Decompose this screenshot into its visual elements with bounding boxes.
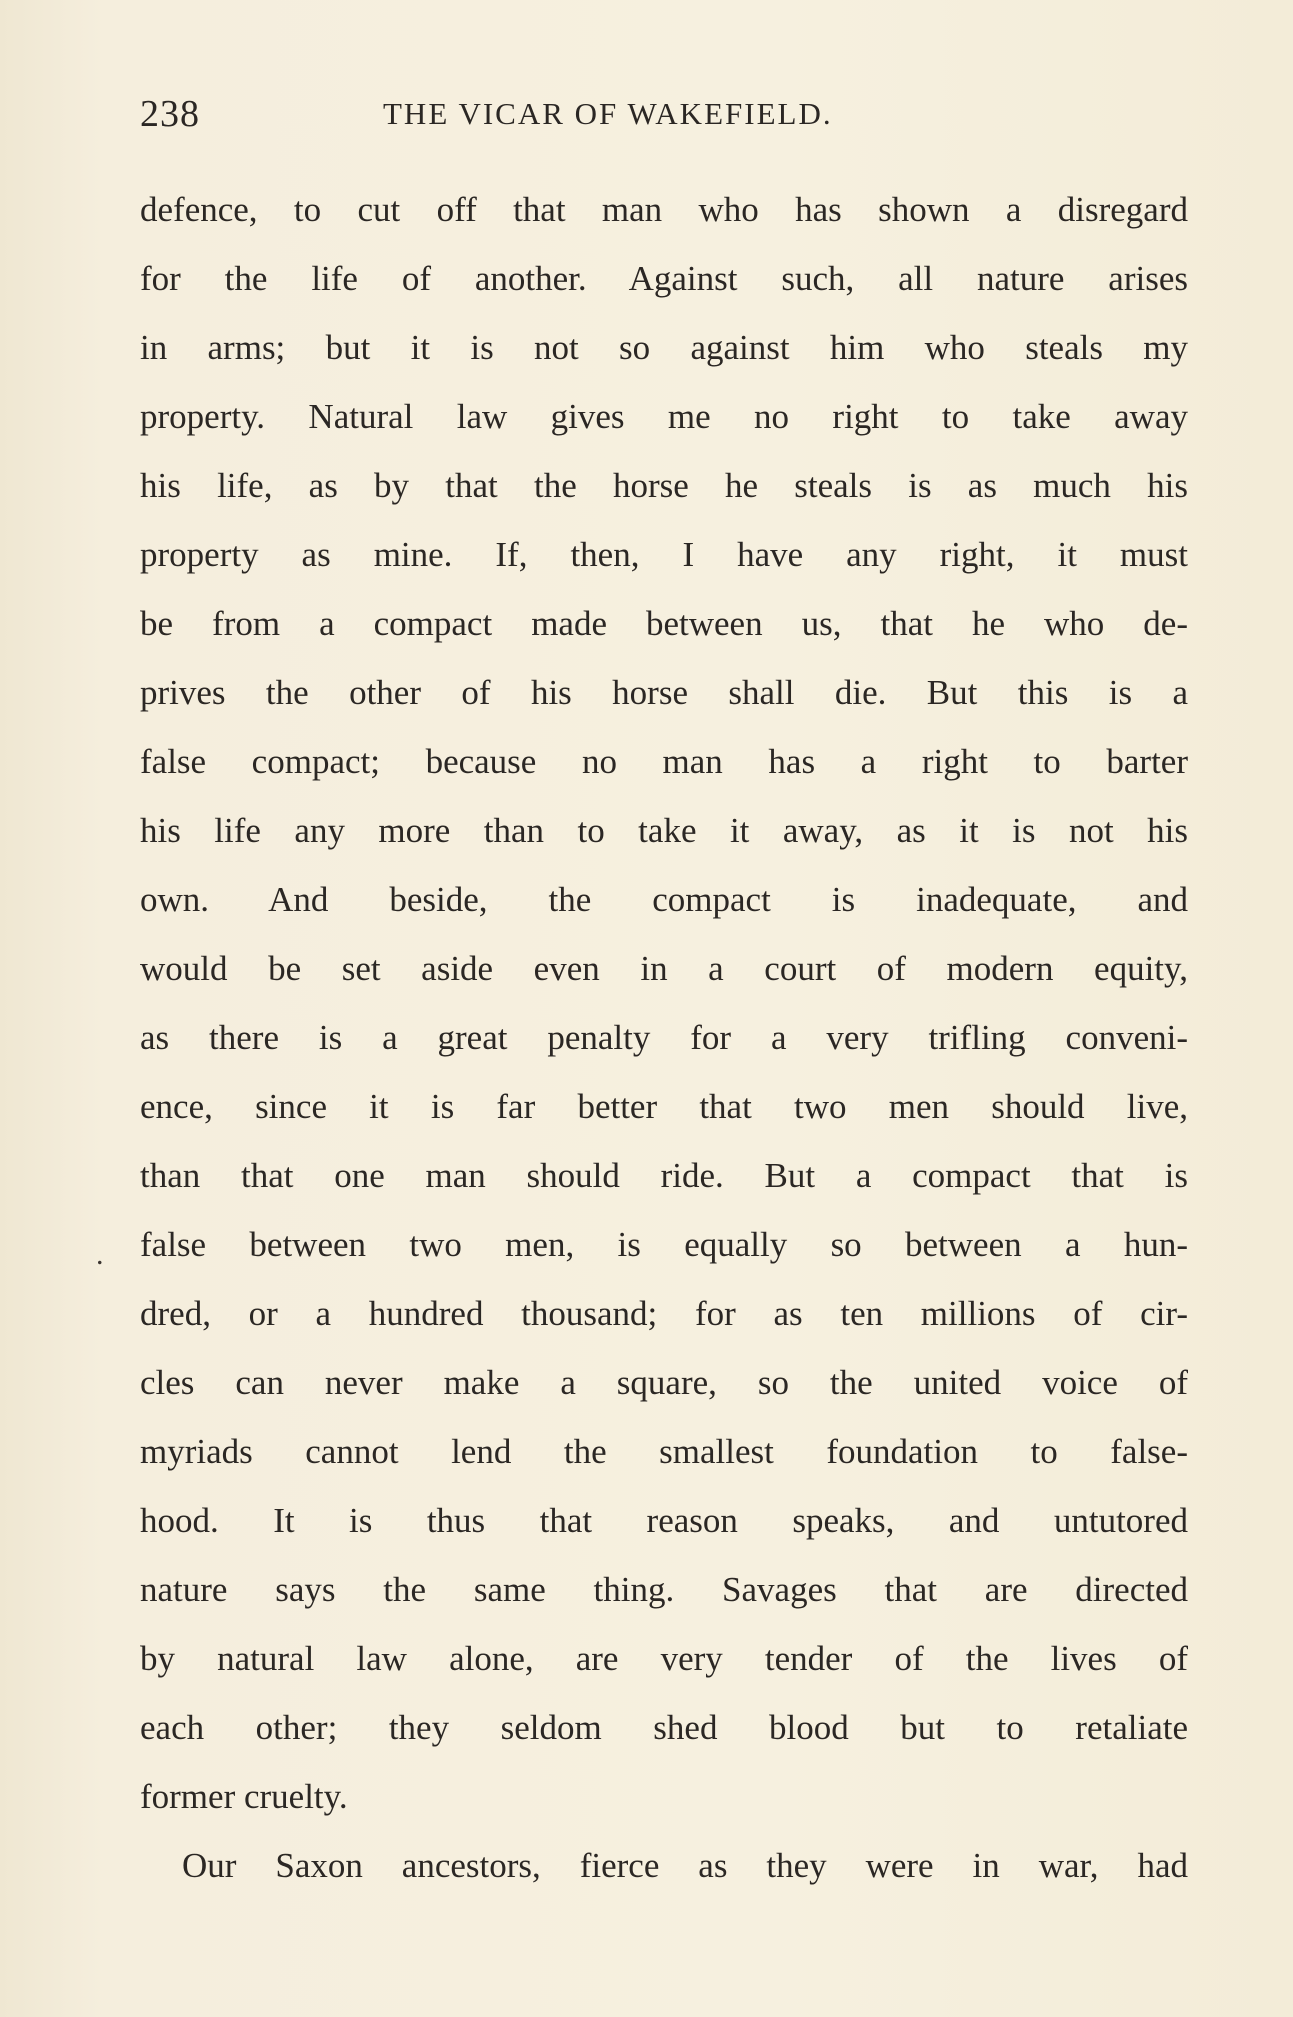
text-line: for the life of another. Against such, all nature arises xyxy=(140,259,1188,298)
paragraph-end-line: former cruelty. xyxy=(140,1777,348,1816)
margin-mark: . xyxy=(96,1238,104,1271)
text-line: dred, or a hundred thousand; for as ten millions of cir- xyxy=(140,1294,1188,1333)
text-line: as there is a great penalty for a very trifling conveni- xyxy=(140,1018,1188,1057)
text-line: be from a compact made between us, that he who de- xyxy=(140,604,1188,643)
body-text xyxy=(140,175,1188,1900)
paragraph-first-line: Our Saxon ancestors, fierce as they were in war, had xyxy=(182,1846,1188,1885)
running-head xyxy=(140,92,1190,142)
text-line: cles can never make a square, so the united voice of xyxy=(140,1363,1188,1402)
text-line: by natural law alone, are very tender of the lives of xyxy=(140,1639,1188,1678)
text-line: ence, since it is far better that two men should live, xyxy=(140,1087,1188,1126)
text-line: in arms; but it is not so against him who steals my xyxy=(140,328,1188,367)
text-line: his life, as by that the horse he steals is as much his xyxy=(140,466,1188,505)
text-line: would be set aside even in a court of modern equity, xyxy=(140,949,1188,988)
text-line: property as mine. If, then, I have any right, it must xyxy=(140,535,1188,574)
text-line: his life any more than to take it away, as it is not his xyxy=(140,811,1188,850)
text-line: each other; they seldom shed blood but to retaliate xyxy=(140,1708,1188,1747)
text-line: myriads cannot lend the smallest foundation to false- xyxy=(140,1432,1188,1471)
text-line: false compact; because no man has a right to barter xyxy=(140,742,1188,781)
text-line: false between two men, is equally so between a hun- xyxy=(140,1225,1188,1264)
text-line: property. Natural law gives me no right to take away xyxy=(140,397,1188,436)
text-line: own. And beside, the compact is inadequate, and xyxy=(140,880,1188,919)
text-line: prives the other of his horse shall die. But this is a xyxy=(140,673,1188,712)
text-line: nature says the same thing. Savages that are directed xyxy=(140,1570,1188,1609)
text-line: hood. It is thus that reason speaks, and untutored xyxy=(140,1501,1188,1540)
text-line: defence, to cut off that man who has shown a disregard xyxy=(140,190,1188,229)
running-title: THE VICAR OF WAKEFIELD. xyxy=(383,96,833,131)
page-number: 238 xyxy=(140,93,200,135)
text-line: than that one man should ride. But a compact that is xyxy=(140,1156,1188,1195)
